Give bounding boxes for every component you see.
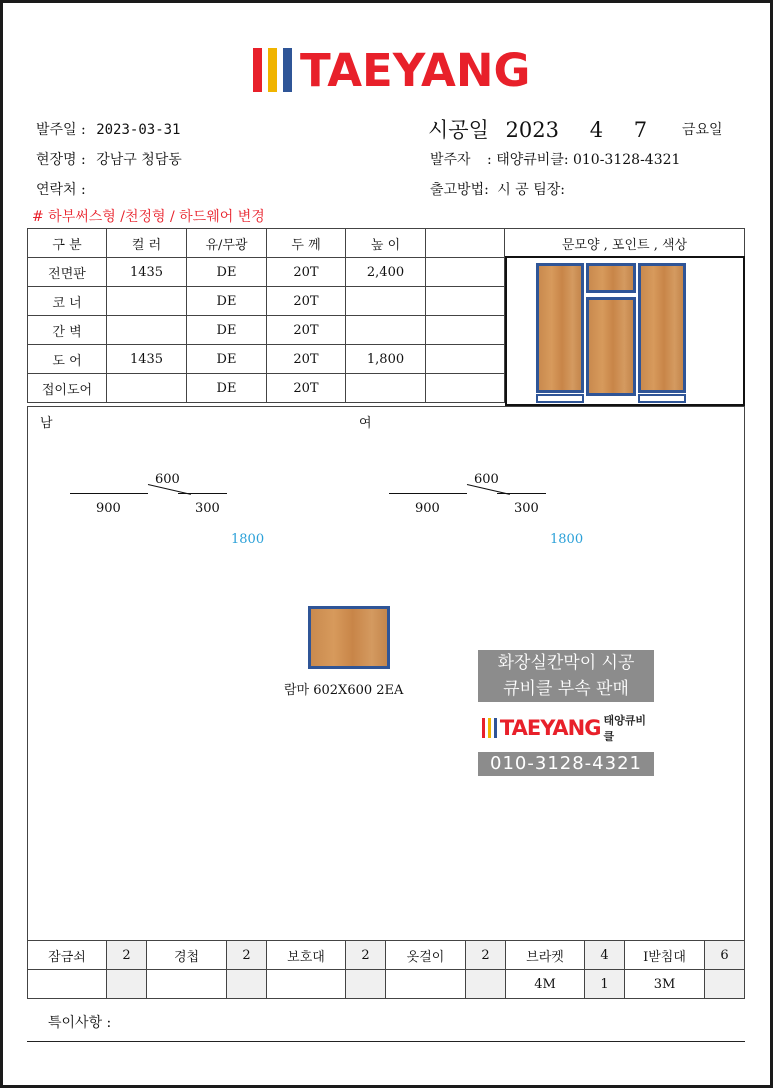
acc-qty: 2: [107, 941, 147, 970]
row-thickness: 20T: [267, 374, 346, 403]
row-blank: [426, 345, 505, 374]
male-dim-height: 1800: [231, 532, 265, 547]
shipping-value: 시 공 팀장:: [497, 182, 565, 198]
male-line-left: [70, 493, 148, 494]
header-color: 컬 러: [107, 229, 187, 258]
acc-sub-cell: 1: [585, 970, 625, 999]
male-label: 남: [40, 416, 53, 431]
door-style-sample: [505, 256, 745, 406]
acc-name: 브라켓: [506, 941, 585, 970]
ad-line-2: 큐비클 부속 판매: [503, 679, 629, 699]
row-label: 코 너: [28, 287, 107, 316]
acc-sub-cell: [386, 970, 466, 999]
acc-sub-cell: [346, 970, 386, 999]
acc-name: 옷걸이: [386, 941, 466, 970]
row-gloss: DE: [187, 287, 267, 316]
taeyang-logo: [253, 44, 530, 96]
transom-sample: [308, 606, 390, 669]
ad-logo-bar-blue: [494, 718, 497, 738]
row-blank: [426, 287, 505, 316]
orderer-value: : 태양큐비클: 010-3128-4321: [487, 152, 681, 168]
acc-sub-cell: [705, 970, 745, 999]
row-height: 2,400: [346, 258, 426, 287]
acc-qty: 2: [466, 941, 506, 970]
acc-sub-cell: [28, 970, 107, 999]
acc-name: 보호대: [267, 941, 346, 970]
header-thickness: 두 께: [267, 229, 346, 258]
header-door-style: 문모양 , 포인트 , 색상: [505, 229, 745, 258]
female-dim-right: 300: [514, 501, 539, 516]
row-blank: [426, 316, 505, 345]
male-line-right: [178, 493, 227, 494]
remarks-underline: [27, 1041, 745, 1042]
row-label: 접이도어: [28, 374, 107, 403]
row-thickness: 20T: [267, 258, 346, 287]
female-dim-left: 900: [415, 501, 440, 516]
ad-phone: 010-3128-4321: [478, 752, 654, 776]
row-color: 1435: [107, 345, 187, 374]
site-row: [36, 149, 182, 169]
acc-sub-cell: 4M: [506, 970, 585, 999]
acc-sub-cell: [107, 970, 147, 999]
acc-qty: 2: [346, 941, 386, 970]
acc-name: 잠금쇠: [28, 941, 107, 970]
row-thickness: 20T: [267, 345, 346, 374]
female-dim-height: 1800: [550, 532, 584, 547]
ad-logo: [482, 712, 656, 744]
accessories-table: [27, 940, 745, 999]
row-height: 1,800: [346, 345, 426, 374]
logo-bar-red: [253, 48, 262, 92]
accessories-row: [28, 941, 745, 970]
ad-logo-bar-red: [482, 718, 485, 738]
shipping-row: [430, 179, 565, 199]
install-date-row: [428, 114, 647, 144]
orderer-label: 발주자: [430, 152, 471, 168]
row-color: [107, 287, 187, 316]
order-date-value: 2023-03-31: [96, 122, 181, 138]
row-blank: [426, 258, 505, 287]
change-notice: # 하부써스형 /천정형 / 하드웨어 변경: [32, 209, 265, 225]
header-category: 구 분: [28, 229, 107, 258]
logo-text: TAEYANG: [300, 43, 531, 97]
row-color: [107, 316, 187, 345]
row-color: 1435: [107, 258, 187, 287]
row-height: [346, 316, 426, 345]
shipping-label: 출고방법:: [430, 182, 489, 198]
female-line-right: [497, 493, 546, 494]
row-gloss: DE: [187, 316, 267, 345]
remarks-row: [48, 1012, 111, 1032]
ad-line-1: 화장실칸막이 시공: [497, 653, 635, 673]
acc-sub-cell: [466, 970, 506, 999]
row-label: 간 벽: [28, 316, 107, 345]
row-label: 도 어: [28, 345, 107, 374]
row-blank: [426, 374, 505, 403]
logo-bar-yellow: [268, 48, 277, 92]
install-day: 7: [633, 118, 648, 142]
spec-header-row: [28, 229, 745, 258]
acc-qty: 4: [585, 941, 625, 970]
order-date-label: 발주일 :: [36, 122, 86, 138]
male-dim-left: 900: [96, 501, 121, 516]
header-blank: [426, 229, 505, 258]
ad-banner: [478, 650, 656, 778]
acc-sub-cell: [147, 970, 227, 999]
row-thickness: 20T: [267, 316, 346, 345]
row-gloss: DE: [187, 258, 267, 287]
row-label: 전면판: [28, 258, 107, 287]
orderer-row: [430, 149, 680, 169]
row-thickness: 20T: [267, 287, 346, 316]
ad-service-box: [478, 650, 654, 702]
install-label: 시공일: [428, 118, 489, 142]
acc-name: I받침대: [625, 941, 705, 970]
row-height: [346, 287, 426, 316]
door-panel-top-middle: [586, 263, 636, 293]
acc-sub-cell: [267, 970, 346, 999]
contact-row: [36, 179, 86, 199]
row-color: [107, 374, 187, 403]
order-date-row: [36, 119, 181, 139]
accessories-sub-row: [28, 970, 745, 999]
transom-caption: 람마 602X600 2EA: [284, 683, 404, 698]
acc-qty: 2: [227, 941, 267, 970]
site-label: 현장명 :: [36, 152, 86, 168]
install-weekday: 금요일: [682, 122, 723, 138]
contact-label: 연락처 :: [36, 182, 86, 198]
door-panel-left: [536, 263, 584, 393]
site-value: 강남구 청담동: [96, 152, 182, 168]
ad-logo-bar-yellow: [488, 718, 491, 738]
acc-sub-cell: [227, 970, 267, 999]
acc-qty: 6: [705, 941, 745, 970]
header-gloss: 유/무광: [187, 229, 267, 258]
header-height: 높 이: [346, 229, 426, 258]
door-base-right: [638, 394, 686, 403]
remarks-label: 특이사항 :: [48, 1015, 112, 1031]
door-panel-right: [638, 263, 686, 393]
row-height: [346, 374, 426, 403]
row-gloss: DE: [187, 374, 267, 403]
row-gloss: DE: [187, 345, 267, 374]
female-line-left: [389, 493, 467, 494]
install-month: 4: [589, 118, 604, 142]
acc-sub-cell: 3M: [625, 970, 705, 999]
female-dim-top: 600: [474, 472, 499, 487]
door-panel-middle: [586, 297, 636, 396]
female-label: 여: [359, 416, 372, 431]
acc-name: 경첩: [147, 941, 227, 970]
install-year: 2023: [505, 118, 559, 142]
ad-logo-text: TAEYANG: [499, 716, 601, 740]
ad-logo-sub: 태양큐비클: [603, 714, 646, 743]
male-dim-top: 600: [155, 472, 180, 487]
male-dim-right: 300: [195, 501, 220, 516]
door-base-left: [536, 394, 584, 403]
logo-bar-blue: [283, 48, 292, 92]
